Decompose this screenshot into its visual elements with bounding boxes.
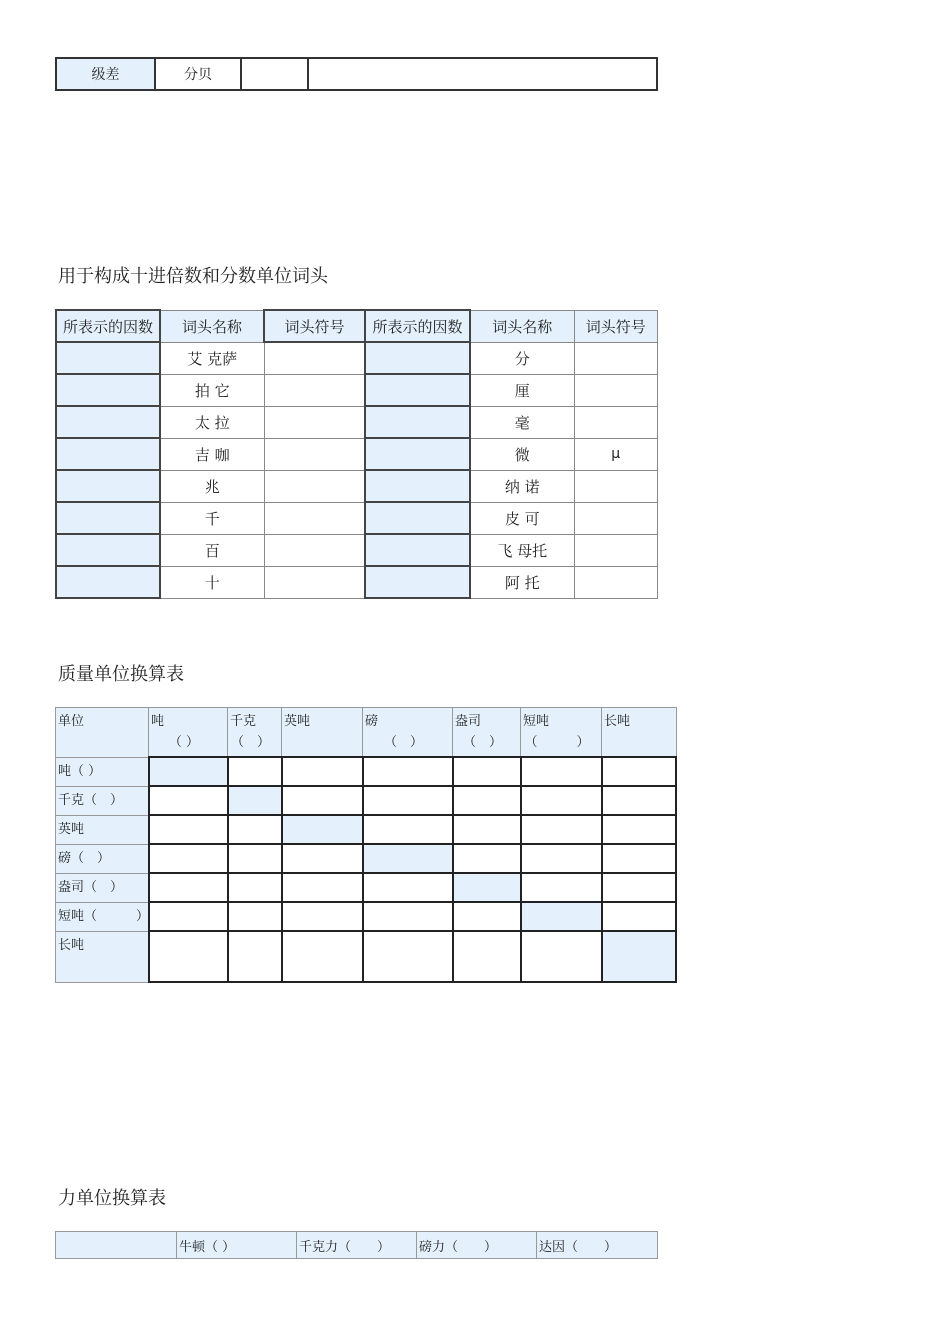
prefix-symbol-cell — [574, 406, 658, 438]
prefix-name-cell: 厘 — [470, 374, 574, 406]
prefix-symbol-cell — [574, 374, 658, 406]
prefix-symbol-cell — [574, 342, 658, 374]
factor-cell — [365, 470, 470, 502]
mass-row-label: 短吨（ ） — [56, 902, 149, 931]
prefix-row — [56, 534, 658, 566]
prefix-symbol-cell — [574, 566, 658, 598]
factor-cell — [56, 470, 160, 502]
prefix-name-cell: 兆 — [160, 470, 264, 502]
mass-header-label: 吨 — [151, 714, 165, 729]
mass-value-cell — [521, 931, 602, 982]
prefix-symbol-cell — [264, 406, 365, 438]
force-header-row — [56, 1232, 658, 1259]
grade-diff-label: 级差 — [56, 58, 155, 90]
mass-value-cell — [602, 844, 677, 873]
mass-value-cell — [453, 757, 521, 786]
mass-value-cell — [363, 931, 453, 982]
prefix-name-cell: 纳 诺 — [470, 470, 574, 502]
factor-cell — [365, 374, 470, 406]
mass-header-label: 英吨 — [284, 714, 311, 729]
mass-row — [56, 902, 677, 931]
mass-header-label: 盎司 — [455, 714, 482, 729]
mass-header-label: 单位 — [58, 714, 85, 729]
mass-value-cell — [228, 873, 282, 902]
prefix-symbol-header: 词头符号 — [264, 310, 365, 342]
mass-value-cell — [149, 844, 228, 873]
mass-value-cell — [453, 844, 521, 873]
mass-value-cell — [282, 786, 363, 815]
mass-value-cell — [453, 815, 521, 844]
mass-value-cell — [149, 873, 228, 902]
mass-row — [56, 786, 677, 815]
prefix-row — [56, 470, 658, 502]
mass-value-cell — [521, 873, 602, 902]
prefix-symbol-cell — [264, 342, 365, 374]
factor-cell — [56, 374, 160, 406]
mass-diagonal-cell — [363, 844, 453, 873]
force-header-cell: 磅力（ ） — [417, 1232, 537, 1259]
prefix-header-row — [56, 310, 658, 342]
prefix-symbol-cell: μ — [574, 438, 658, 470]
prefix-name-cell: 千 — [160, 502, 264, 534]
factor-header: 所表示的因数 — [365, 310, 470, 342]
prefix-symbol-cell — [264, 438, 365, 470]
mass-value-cell — [149, 815, 228, 844]
factor-cell — [56, 342, 160, 374]
prefix-table — [55, 309, 658, 599]
mass-section-title: 质量单位换算表 — [58, 664, 184, 685]
mass-value-cell — [453, 931, 521, 982]
mass-header-sub: （ ） — [462, 735, 502, 750]
mass-value-cell — [149, 902, 228, 931]
mass-value-cell — [282, 757, 363, 786]
prefix-symbol-cell — [264, 566, 365, 598]
prefix-name-header: 词头名称 — [160, 310, 264, 342]
mass-row-label: 吨（ ） — [56, 757, 149, 786]
mass-value-cell — [602, 873, 677, 902]
mass-diagonal-cell — [602, 931, 677, 982]
mass-value-cell — [453, 786, 521, 815]
mass-diagonal-cell — [282, 815, 363, 844]
prefix-name-cell: 艾 克萨 — [160, 342, 264, 374]
prefix-name-cell: 十 — [160, 566, 264, 598]
mass-value-cell — [149, 931, 228, 982]
mass-header-cell — [228, 708, 282, 758]
factor-cell — [365, 406, 470, 438]
mass-header-label: 长吨 — [604, 714, 631, 729]
mass-row — [56, 931, 677, 982]
mass-row-label: 长吨 — [56, 931, 149, 982]
mass-diagonal-cell — [521, 902, 602, 931]
mass-header-label: 短吨 — [523, 714, 550, 729]
prefix-symbol-cell — [574, 534, 658, 566]
mass-header-sub: （ ） — [168, 735, 200, 750]
mass-row-label: 英吨 — [56, 815, 149, 844]
prefix-name-cell: 百 — [160, 534, 264, 566]
mass-row-label: 盎司（ ） — [56, 873, 149, 902]
mass-header-label: 磅 — [365, 714, 379, 729]
mass-value-cell — [282, 844, 363, 873]
mass-value-cell — [363, 757, 453, 786]
mass-value-cell — [602, 786, 677, 815]
factor-cell — [56, 502, 160, 534]
factor-cell — [365, 502, 470, 534]
prefix-row — [56, 502, 658, 534]
mass-header-sub: （ ） — [383, 735, 423, 750]
mass-value-cell — [363, 786, 453, 815]
force-header-cell: 达因（ ） — [537, 1232, 658, 1259]
mass-value-cell — [228, 815, 282, 844]
prefix-name-cell: 太 拉 — [160, 406, 264, 438]
mass-value-cell — [602, 815, 677, 844]
factor-cell — [365, 566, 470, 598]
mass-value-cell — [521, 815, 602, 844]
mass-header-label: 千克 — [230, 714, 257, 729]
mass-header-cell — [521, 708, 602, 758]
mass-row-label: 磅（ ） — [56, 844, 149, 873]
prefix-symbol-cell — [264, 534, 365, 566]
mass-value-cell — [521, 844, 602, 873]
factor-cell — [365, 438, 470, 470]
prefix-row — [56, 566, 658, 598]
mass-value-cell — [228, 902, 282, 931]
mass-header-sub: （ ） — [230, 735, 270, 750]
prefix-row — [56, 406, 658, 438]
prefix-row — [56, 438, 658, 470]
prefix-name-cell: 阿 托 — [470, 566, 574, 598]
mass-header-sub: （ ） — [524, 735, 590, 750]
mass-value-cell — [363, 815, 453, 844]
mass-row-label: 千克（ ） — [56, 786, 149, 815]
mass-value-cell — [228, 757, 282, 786]
mass-header-cell — [602, 708, 677, 758]
prefix-name-cell: 飞 母托 — [470, 534, 574, 566]
prefix-row — [56, 342, 658, 374]
factor-cell — [56, 534, 160, 566]
mass-diagonal-cell — [228, 786, 282, 815]
factor-cell — [56, 438, 160, 470]
force-conversion-table — [55, 1231, 658, 1259]
factor-cell — [56, 566, 160, 598]
mass-value-cell — [149, 786, 228, 815]
mass-header-cell — [282, 708, 363, 758]
force-header-cell — [56, 1232, 177, 1259]
mass-value-cell — [282, 931, 363, 982]
prefix-name-header: 词头名称 — [470, 310, 574, 342]
decibel-label: 分贝 — [155, 58, 241, 90]
mass-value-cell — [363, 902, 453, 931]
mass-value-cell — [228, 844, 282, 873]
prefix-row — [56, 374, 658, 406]
prefix-table-body — [56, 342, 658, 598]
prefix-symbol-cell — [574, 470, 658, 502]
prefix-symbol-cell — [264, 470, 365, 502]
prefix-name-cell: 分 — [470, 342, 574, 374]
factor-header: 所表示的因数 — [56, 310, 160, 342]
grade-difference-table — [55, 57, 658, 91]
mass-row — [56, 757, 677, 786]
prefix-name-cell: 皮 可 — [470, 502, 574, 534]
mass-value-cell — [453, 902, 521, 931]
mass-value-cell — [602, 902, 677, 931]
mass-value-cell — [521, 786, 602, 815]
mass-value-cell — [521, 757, 602, 786]
mass-value-cell — [363, 873, 453, 902]
mass-header-cell — [56, 708, 149, 758]
prefix-name-cell: 吉 咖 — [160, 438, 264, 470]
mass-header-cell — [149, 708, 228, 758]
prefix-symbol-header: 词头符号 — [574, 310, 658, 342]
mass-diagonal-cell — [149, 757, 228, 786]
force-header-cell: 千克力（ ） — [297, 1232, 417, 1259]
mass-diagonal-cell — [453, 873, 521, 902]
prefix-symbol-cell — [264, 502, 365, 534]
prefix-symbol-cell — [574, 502, 658, 534]
prefix-name-cell: 微 — [470, 438, 574, 470]
mass-row — [56, 873, 677, 902]
mass-table-body — [56, 757, 677, 982]
factor-cell — [56, 406, 160, 438]
prefix-name-cell: 拍 它 — [160, 374, 264, 406]
mass-value-cell — [282, 873, 363, 902]
mass-header-cell — [453, 708, 521, 758]
mass-row — [56, 815, 677, 844]
grade-empty-cell — [308, 58, 657, 90]
mass-value-cell — [228, 931, 282, 982]
grade-empty-cell — [241, 58, 308, 90]
mass-value-cell — [282, 902, 363, 931]
prefix-section-title: 用于构成十进倍数和分数单位词头 — [58, 266, 328, 287]
prefix-symbol-cell — [264, 374, 365, 406]
mass-row — [56, 844, 677, 873]
factor-cell — [365, 342, 470, 374]
force-section-title: 力单位换算表 — [58, 1188, 166, 1209]
force-header-cell: 牛顿（ ） — [177, 1232, 297, 1259]
mass-value-cell — [602, 757, 677, 786]
mass-header-row — [56, 708, 677, 758]
factor-cell — [365, 534, 470, 566]
prefix-name-cell: 毫 — [470, 406, 574, 438]
mass-conversion-table — [55, 707, 677, 983]
mass-header-cell — [363, 708, 453, 758]
